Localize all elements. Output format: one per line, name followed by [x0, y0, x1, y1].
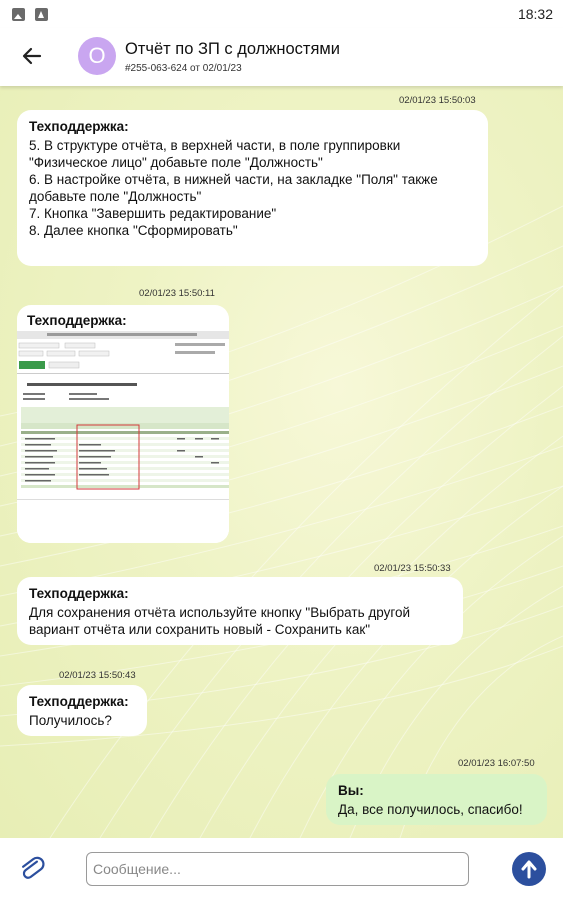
- message-author: Техподдержка:: [29, 694, 129, 709]
- own-message-bubble: [326, 774, 547, 825]
- app-bar: [0, 28, 563, 86]
- message-timestamp: 02/01/23 15:50:11: [139, 288, 215, 299]
- message-timestamp: 02/01/23 16:07:50: [458, 758, 535, 769]
- message-line: 6. В настройке отчёта, в нижней части, на закладке "Поля" также: [29, 172, 438, 187]
- message-input[interactable]: [86, 852, 469, 886]
- arrow-up-icon: [518, 858, 540, 880]
- message-line: вариант отчёта или сохранить новый - Сохранить как": [29, 622, 371, 637]
- message-line: 5. В структуре отчёта, в верхней части, в поле группировки: [29, 138, 401, 153]
- message-input-bar: [0, 838, 563, 900]
- message-timestamp: 02/01/23 15:50:43: [59, 670, 136, 681]
- attach-button[interactable]: [16, 852, 48, 884]
- arrow-left-icon: [18, 42, 46, 70]
- send-button[interactable]: [512, 852, 546, 886]
- status-time: 18:32: [517, 6, 553, 22]
- message-line: Получилось?: [29, 713, 112, 728]
- message-timestamp: 02/01/23 15:50:33: [374, 563, 451, 574]
- message-line: Да, все получилось, спасибо!: [338, 802, 523, 817]
- photo-icon: [35, 8, 48, 21]
- image-icon: [12, 8, 25, 21]
- message-bubble: [17, 110, 488, 266]
- avatar: О: [78, 37, 116, 75]
- message-bubble: [17, 577, 463, 645]
- message-author: Техподдержка:: [27, 313, 127, 328]
- message-line: 8. Далее кнопка "Сформировать": [29, 223, 238, 238]
- message-line: "Физическое лицо" добавьте поле "Должность": [29, 155, 323, 170]
- message-line: 7. Кнопка "Завершить редактирование": [29, 206, 277, 221]
- message-author: Техподдержка:: [29, 119, 129, 134]
- message-line: добавьте поле "Должность": [29, 189, 202, 204]
- paperclip-icon: [16, 852, 48, 884]
- message-timestamp: 02/01/23 15:50:03: [399, 95, 476, 106]
- message-author: Техподдержка:: [29, 586, 129, 601]
- status-bar: [0, 0, 563, 28]
- message-bubble: [17, 305, 229, 543]
- chat-title: Отчёт по ЗП с должностями: [125, 40, 340, 58]
- message-author: Вы:: [338, 783, 364, 798]
- message-line: Для сохранения отчёта используйте кнопку "Выбрать другой: [29, 605, 411, 620]
- chat-area[interactable]: [0, 86, 563, 838]
- chat-subtitle: #255-063-624 от 02/01/23: [125, 63, 242, 74]
- back-button[interactable]: [18, 42, 46, 70]
- screenshot-image[interactable]: [17, 331, 229, 543]
- message-bubble: [17, 685, 147, 736]
